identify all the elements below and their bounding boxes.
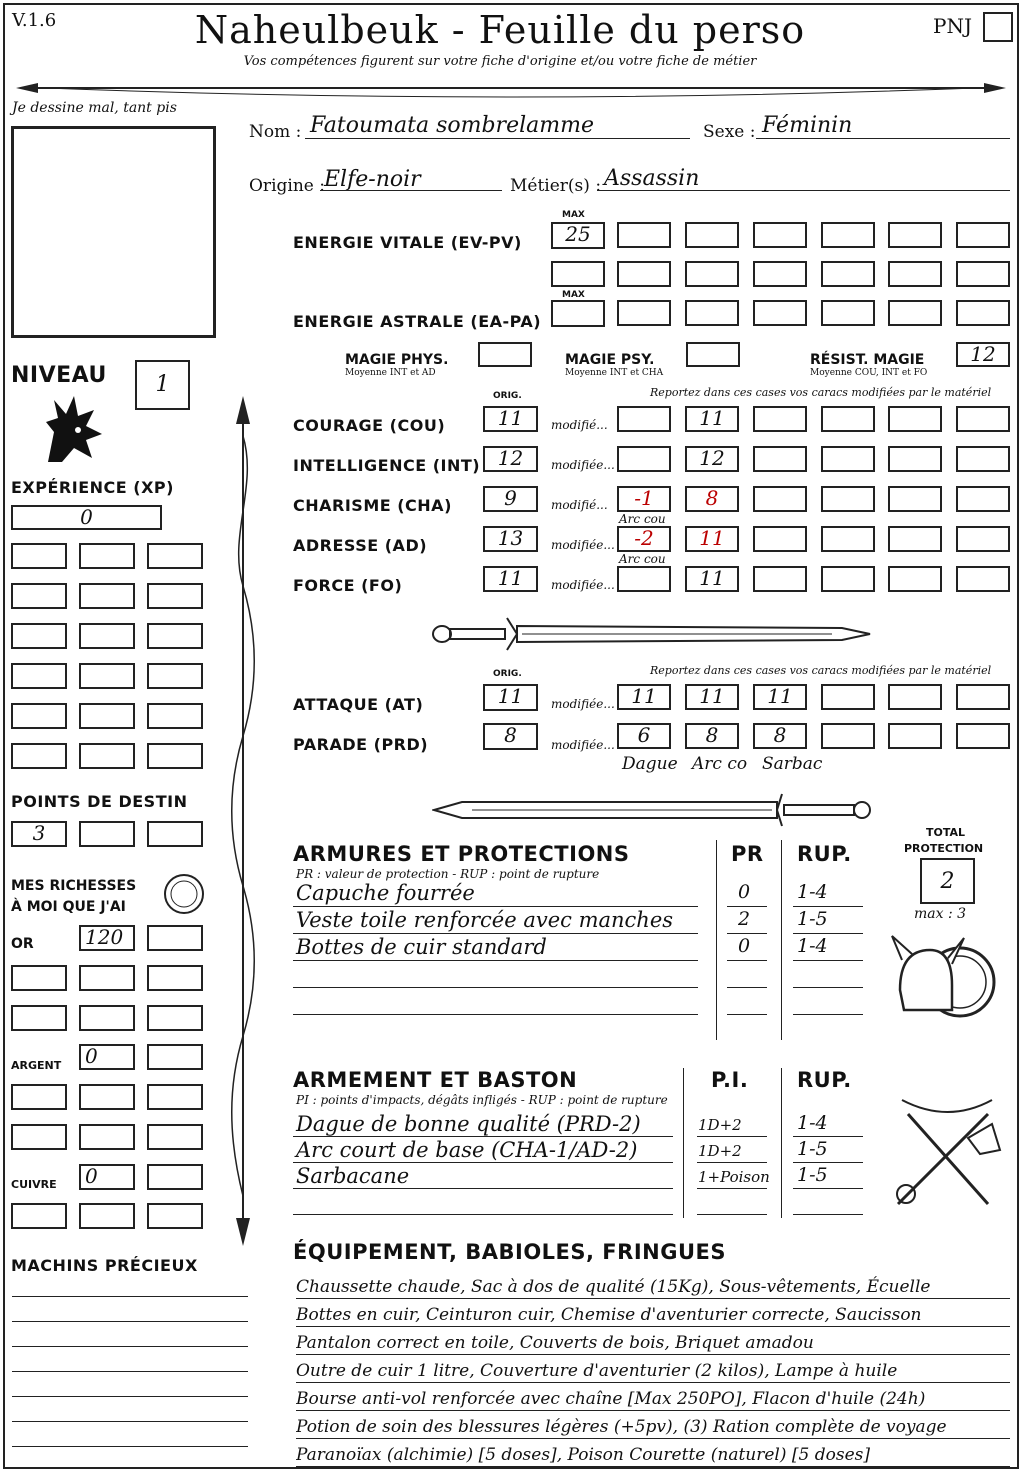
armor-pr-line[interactable] — [727, 933, 767, 934]
wealth-slot[interactable]: 120 — [79, 925, 135, 951]
nom-value[interactable]: Fatoumata sombrelamme — [310, 113, 594, 138]
armor-pr-line[interactable] — [727, 987, 767, 988]
stat-mod-box[interactable] — [617, 406, 671, 432]
niveau-label: NIVEAU — [11, 363, 107, 388]
total-protection-box[interactable]: 2 — [920, 858, 975, 904]
wealth-slot[interactable] — [79, 1124, 135, 1150]
at-mod-label: modifiée... — [551, 697, 615, 711]
magie-psy-note: Moyenne INT et CHA — [565, 368, 664, 378]
metier-label: Métier(s) : — [510, 176, 602, 196]
machins-line[interactable] — [12, 1296, 248, 1297]
stat-orig-box[interactable]: 13 — [483, 526, 538, 552]
stat-mod-label: modifiée... — [551, 578, 615, 592]
wealth-slot[interactable] — [11, 1203, 67, 1229]
ev-box[interactable] — [551, 261, 605, 287]
nom-label: Nom : — [249, 122, 302, 142]
weapon-name[interactable]: Dague de bonne qualité (PRD-2) — [296, 1112, 641, 1136]
ea-box[interactable] — [685, 300, 739, 326]
sexe-value[interactable]: Féminin — [762, 113, 853, 138]
weapon-rup[interactable]: 1-5 — [797, 1138, 828, 1160]
wealth-slot[interactable] — [79, 1084, 135, 1110]
xp-label: EXPÉRIENCE (XP) — [11, 478, 174, 497]
ev-box[interactable] — [753, 222, 807, 248]
ev-max-box[interactable]: 25 — [551, 222, 605, 249]
weapon-line[interactable] — [293, 1188, 673, 1189]
helmet-shield-icon — [890, 930, 1000, 1030]
weapon-name[interactable]: Arc court de base (CHA-1/AD-2) — [296, 1138, 638, 1162]
armor-name[interactable]: Veste toile renforcée avec manches — [296, 908, 674, 932]
ev-box[interactable] — [617, 222, 671, 248]
armor-title: ARMURES ET PROTECTIONS — [293, 842, 630, 866]
at-box[interactable] — [821, 684, 875, 710]
total-label-1: TOTAL — [926, 826, 966, 839]
at-orig-box[interactable]: 11 — [483, 684, 538, 711]
portrait-box[interactable] — [11, 126, 216, 338]
xp-slot[interactable] — [11, 543, 67, 569]
weapon-line[interactable] — [293, 1136, 673, 1137]
weapon-pi-line[interactable] — [697, 1136, 767, 1137]
weapon-pi[interactable]: 1+Poison — [698, 1168, 770, 1186]
equipment-line[interactable]: Bourse anti-vol renforcée avec chaîne [Max 250PO], Flacon d'huile (24h) — [296, 1386, 1010, 1411]
dragon-icon — [40, 392, 106, 466]
sexe-label: Sexe : — [703, 122, 756, 142]
ea-box[interactable] — [821, 300, 875, 326]
armor-rup-header: RUP. — [797, 842, 852, 866]
prd-box[interactable]: 6 — [617, 723, 671, 749]
machins-line[interactable] — [12, 1346, 248, 1347]
armor-rup[interactable]: 1-4 — [797, 935, 828, 957]
at-label: ATTAQUE (AT) — [293, 695, 424, 714]
ea-max-label: MAX — [562, 290, 585, 300]
armor-line[interactable] — [293, 987, 698, 988]
stat-label: FORCE (FO) — [293, 576, 403, 595]
stat-extra-box[interactable] — [821, 566, 875, 592]
origine-value[interactable]: Elfe-noir — [324, 167, 421, 192]
weapons-rup-header: RUP. — [797, 1068, 852, 1092]
wealth-slot[interactable] — [147, 965, 203, 991]
stat-extra-box[interactable] — [956, 566, 1010, 592]
stat-extra-box[interactable] — [821, 446, 875, 472]
wealth-slot[interactable] — [79, 965, 135, 991]
metier-line — [597, 190, 1010, 191]
ev-box[interactable] — [821, 222, 875, 248]
version-label: V.1.6 — [12, 10, 57, 31]
stat-extra-box[interactable] — [888, 526, 942, 552]
machins-line[interactable] — [12, 1371, 248, 1372]
armor-rup-line[interactable] — [793, 1014, 863, 1015]
wealth-slot[interactable] — [147, 1203, 203, 1229]
machins-line[interactable] — [12, 1421, 248, 1422]
stat-orig-box[interactable]: 11 — [483, 406, 538, 432]
armor-rup-line[interactable] — [793, 906, 863, 907]
weapon-rup-line[interactable] — [793, 1136, 863, 1137]
stat-orig-box[interactable]: 12 — [483, 446, 538, 472]
armor-line[interactable] — [293, 960, 698, 961]
bow-axe-icon — [888, 1094, 1006, 1214]
xp-slot[interactable] — [147, 623, 203, 649]
stat-mod-label: modifiée... — [551, 458, 615, 472]
magie-psy-label: MAGIE PSY. — [565, 352, 655, 368]
weapon-line[interactable] — [293, 1162, 673, 1163]
ev-box[interactable] — [956, 261, 1010, 287]
armor-pr[interactable]: 0 — [738, 881, 751, 903]
equipment-line[interactable]: Potion de soin des blessures légères (+5pv), (3) Ration complète de voyage — [296, 1414, 1010, 1439]
wealth-slot[interactable] — [147, 925, 203, 951]
stat-extra-box[interactable] — [888, 486, 942, 512]
metier-value[interactable]: Assassin — [604, 166, 700, 191]
stat-mod-note: Arc cou — [619, 552, 666, 566]
magie-psy-box[interactable] — [686, 342, 740, 367]
stat-mod-box[interactable]: -2 — [617, 526, 671, 552]
sword-icon — [432, 614, 872, 654]
prd-box[interactable]: 8 — [753, 723, 807, 749]
wealth-slot[interactable] — [11, 1084, 67, 1110]
pnj-checkbox[interactable] — [983, 12, 1013, 42]
ev-label: ENERGIE VITALE (EV-PV) — [293, 233, 522, 252]
stat-extra-box[interactable] — [956, 446, 1010, 472]
prd-box[interactable]: 8 — [685, 723, 739, 749]
xp-slot[interactable] — [79, 663, 135, 689]
armor-pr[interactable]: 2 — [738, 908, 751, 930]
machins-line[interactable] — [12, 1396, 248, 1397]
ea-box[interactable] — [956, 300, 1010, 326]
xp-slot[interactable] — [79, 623, 135, 649]
wealth-slot[interactable] — [147, 1005, 203, 1031]
combat-weapon-name: Dague — [622, 754, 678, 774]
stat-mod-label: modifié... — [551, 498, 608, 512]
stat-extra-box[interactable] — [753, 446, 807, 472]
equipment-line[interactable]: Chaussette chaude, Sac à dos de qualité (15Kg), Sous-vêtements, Écuelle — [296, 1274, 1010, 1299]
weapon-rup-line[interactable] — [793, 1188, 863, 1189]
xp-slot[interactable] — [11, 623, 67, 649]
wealth-slot[interactable] — [11, 1124, 67, 1150]
weapon-pi[interactable]: 1D+2 — [698, 1142, 742, 1160]
argent-label: ARGENT — [11, 1059, 62, 1072]
stat-mod-note: Arc cou — [619, 512, 666, 526]
ev-box[interactable] — [617, 261, 671, 287]
ev-max-label: MAX — [562, 210, 585, 220]
stat-mod-box[interactable]: -1 — [617, 486, 671, 512]
weapons-note: PI : points d'impacts, dégâts infligés - RUP : point de rupture — [296, 1093, 668, 1107]
wealth-slot[interactable] — [147, 1084, 203, 1110]
stat-label: COURAGE (COU) — [293, 416, 446, 435]
at-box[interactable]: 11 — [753, 684, 807, 710]
destin-box-2[interactable] — [79, 821, 135, 847]
xp-slot[interactable] — [11, 703, 67, 729]
xp-slot[interactable] — [147, 543, 203, 569]
sexe-line — [756, 138, 1010, 139]
armor-rup-line[interactable] — [793, 933, 863, 934]
at-box[interactable]: 11 — [685, 684, 739, 710]
origine-line — [320, 190, 502, 191]
sword-icon — [432, 790, 872, 830]
armor-pr[interactable]: 0 — [738, 935, 751, 957]
wealth-slot[interactable] — [79, 1005, 135, 1031]
ea-label: ENERGIE ASTRALE (EA-PA) — [293, 312, 542, 331]
armor-pr-header: PR — [731, 842, 764, 866]
stat-mod-label: modifié... — [551, 418, 608, 432]
weapon-rup[interactable]: 1-4 — [797, 1112, 828, 1134]
stat-extra-box[interactable] — [821, 486, 875, 512]
at-box[interactable] — [888, 684, 942, 710]
xp-slot[interactable] — [79, 543, 135, 569]
armor-divider-1 — [716, 840, 717, 1040]
armor-line[interactable] — [293, 933, 698, 934]
ea-max-box[interactable] — [551, 300, 605, 327]
cuivre-label: CUIVRE — [11, 1178, 57, 1191]
at-box[interactable]: 11 — [617, 684, 671, 710]
stat-orig-box[interactable]: 11 — [483, 566, 538, 592]
combat-weapon-name: Sarbac — [762, 754, 823, 774]
wealth-slot[interactable] — [11, 965, 67, 991]
origine-label: Origine : — [249, 176, 325, 196]
sheet-title: Naheulbeuk - Feuille du perso — [194, 8, 806, 52]
xp-slot[interactable] — [11, 583, 67, 609]
ev-box[interactable] — [956, 222, 1010, 248]
total-label-2: PROTECTION — [904, 842, 984, 855]
stat-mod-box[interactable] — [617, 446, 671, 472]
weapon-rup-line[interactable] — [793, 1162, 863, 1163]
xp-slot[interactable] — [79, 583, 135, 609]
prd-label: PARADE (PRD) — [293, 735, 429, 754]
magie-phys-box[interactable] — [478, 342, 532, 367]
resist-magie-label: RÉSIST. MAGIE — [810, 352, 925, 368]
stat-label: ADRESSE (AD) — [293, 536, 428, 555]
combat-note: Reportez dans ces cases vos caracs modifiées par le matériel — [650, 664, 992, 677]
armor-name[interactable]: Bottes de cuir standard — [296, 935, 547, 959]
stat-extra-box[interactable] — [753, 526, 807, 552]
stat-label: CHARISME (CHA) — [293, 496, 452, 515]
armor-name[interactable]: Capuche fourrée — [296, 881, 475, 905]
stat-mod-box[interactable] — [617, 566, 671, 592]
weapon-name[interactable]: Sarbacane — [296, 1164, 410, 1188]
xp-box[interactable]: 0 — [11, 505, 162, 530]
stat-value-box[interactable]: 12 — [685, 446, 739, 472]
stats-note: Reportez dans ces cases vos caracs modifiées par le matériel — [650, 386, 992, 399]
pnj-label: PNJ — [933, 14, 972, 38]
armor-rup[interactable]: 1-4 — [797, 881, 828, 903]
wealth-slot[interactable]: 0 — [79, 1164, 135, 1190]
stat-value-box[interactable]: 11 — [685, 406, 739, 432]
prd-box[interactable] — [888, 723, 942, 749]
machins-label: MACHINS PRÉCIEUX — [11, 1256, 198, 1275]
magie-phys-note: Moyenne INT et AD — [345, 368, 436, 378]
vertical-spear-icon — [228, 396, 258, 1246]
sheet-subtitle: Vos compétences figurent sur votre fiche d'origine et/ou votre fiche de métier — [243, 54, 757, 69]
prd-box[interactable] — [821, 723, 875, 749]
xp-slot[interactable] — [147, 703, 203, 729]
ev-box[interactable] — [685, 261, 739, 287]
resist-magie-box[interactable]: 12 — [956, 342, 1010, 367]
prd-box[interactable] — [956, 723, 1010, 749]
xp-slot[interactable] — [79, 703, 135, 729]
magie-phys-label: MAGIE PHYS. — [345, 352, 449, 368]
combat-orig-label: ORIG. — [493, 669, 522, 679]
richesses-label-1: MES RICHESSES — [11, 878, 137, 894]
total-max: max : 3 — [914, 906, 967, 922]
armor-note: PR : valeur de protection - RUP : point de rupture — [296, 867, 600, 881]
weapon-rup[interactable]: 1-5 — [797, 1164, 828, 1186]
portrait-caption: Je dessine mal, tant pis — [12, 100, 177, 116]
stat-extra-box[interactable] — [888, 446, 942, 472]
machins-line[interactable] — [12, 1321, 248, 1322]
stat-orig-box[interactable]: 9 — [483, 486, 538, 512]
stat-extra-box[interactable] — [888, 566, 942, 592]
wealth-slot[interactable] — [11, 1005, 67, 1031]
wealth-slot[interactable] — [79, 1203, 135, 1229]
ev-box[interactable] — [888, 222, 942, 248]
machins-line[interactable] — [12, 1446, 248, 1447]
weapons-divider-2 — [781, 1068, 782, 1218]
xp-slot[interactable] — [79, 743, 135, 769]
wealth-slot[interactable] — [147, 1044, 203, 1070]
armor-rup[interactable]: 1-5 — [797, 908, 828, 930]
ev-box[interactable] — [685, 222, 739, 248]
ev-box[interactable] — [888, 261, 942, 287]
or-label: OR — [11, 936, 34, 952]
wealth-slot[interactable] — [147, 1164, 203, 1190]
weapon-pi-line[interactable] — [697, 1162, 767, 1163]
weapon-line[interactable] — [293, 1214, 673, 1215]
stat-label: INTELLIGENCE (INT) — [293, 456, 481, 475]
prd-mod-label: modifiée... — [551, 738, 615, 752]
equipment-line[interactable]: Pantalon correct en toile, Couverts de bois, Briquet amadou — [296, 1330, 1010, 1355]
stat-extra-box[interactable] — [753, 406, 807, 432]
wealth-slot[interactable]: 0 — [79, 1044, 135, 1070]
resist-magie-note: Moyenne COU, INT et FO — [810, 368, 928, 378]
equipment-line[interactable]: Paranoïax (alchimie) [5 doses], Poison Courette (naturel) [5 doses] — [296, 1442, 1010, 1467]
stat-extra-box[interactable] — [956, 526, 1010, 552]
xp-slot[interactable] — [147, 663, 203, 689]
stat-value-box[interactable]: 11 — [685, 526, 739, 552]
ea-box[interactable] — [888, 300, 942, 326]
weapon-rup-line[interactable] — [793, 1214, 863, 1215]
armor-divider-2 — [781, 840, 782, 1040]
armor-rup-line[interactable] — [793, 987, 863, 988]
armor-pr-line[interactable] — [727, 1014, 767, 1015]
wealth-slot[interactable] — [147, 1124, 203, 1150]
stat-mod-label: modifiée... — [551, 538, 615, 552]
niveau-box[interactable]: 1 — [135, 360, 190, 410]
stat-extra-box[interactable] — [956, 486, 1010, 512]
armor-line[interactable] — [293, 1014, 698, 1015]
xp-slot[interactable] — [11, 743, 67, 769]
weapons-divider-1 — [683, 1068, 684, 1218]
ev-box[interactable] — [753, 261, 807, 287]
stat-value-box[interactable]: 8 — [685, 486, 739, 512]
prd-orig-box[interactable]: 8 — [483, 723, 538, 750]
combat-weapon-name: Arc co — [692, 754, 748, 774]
stat-extra-box[interactable] — [753, 486, 807, 512]
stat-extra-box[interactable] — [821, 526, 875, 552]
equipment-line[interactable]: Bottes en cuir, Ceinturon cuir, Chemise d'aventurier correcte, Saucisson — [296, 1302, 1010, 1327]
weapons-title: ARMEMENT ET BASTON — [293, 1068, 578, 1092]
xp-slot[interactable] — [147, 743, 203, 769]
richesses-label-2: À MOI QUE J'AI — [11, 899, 126, 915]
weapon-pi-line[interactable] — [697, 1188, 767, 1189]
stat-extra-box[interactable] — [956, 406, 1010, 432]
at-box[interactable] — [956, 684, 1010, 710]
stat-extra-box[interactable] — [753, 566, 807, 592]
xp-slot[interactable] — [147, 583, 203, 609]
stat-extra-box[interactable] — [888, 406, 942, 432]
weapon-pi[interactable]: 1D+2 — [698, 1116, 742, 1134]
weapon-pi-line[interactable] — [697, 1214, 767, 1215]
destin-label: POINTS DE DESTIN — [11, 792, 188, 811]
nom-line — [305, 138, 690, 139]
stat-extra-box[interactable] — [821, 406, 875, 432]
xp-slot[interactable] — [11, 663, 67, 689]
destin-box-3[interactable] — [147, 821, 203, 847]
spear-divider-icon — [16, 78, 1006, 98]
ea-box[interactable] — [753, 300, 807, 326]
destin-box-1[interactable]: 3 — [11, 821, 67, 847]
ev-box[interactable] — [821, 261, 875, 287]
stats-orig-label: ORIG. — [493, 391, 522, 401]
armor-pr-line[interactable] — [727, 960, 767, 961]
ea-box[interactable] — [617, 300, 671, 326]
weapons-pi-header: P.I. — [711, 1068, 749, 1092]
equipment-title: ÉQUIPEMENT, BABIOLES, FRINGUES — [293, 1240, 726, 1264]
armor-pr-line[interactable] — [727, 906, 767, 907]
stat-value-box[interactable]: 11 — [685, 566, 739, 592]
armor-line[interactable] — [293, 906, 698, 907]
armor-rup-line[interactable] — [793, 960, 863, 961]
equipment-line[interactable]: Outre de cuir 1 litre, Couverture d'aventurier (2 kilos), Lampe à huile — [296, 1358, 1010, 1383]
coin-icon — [162, 872, 206, 916]
